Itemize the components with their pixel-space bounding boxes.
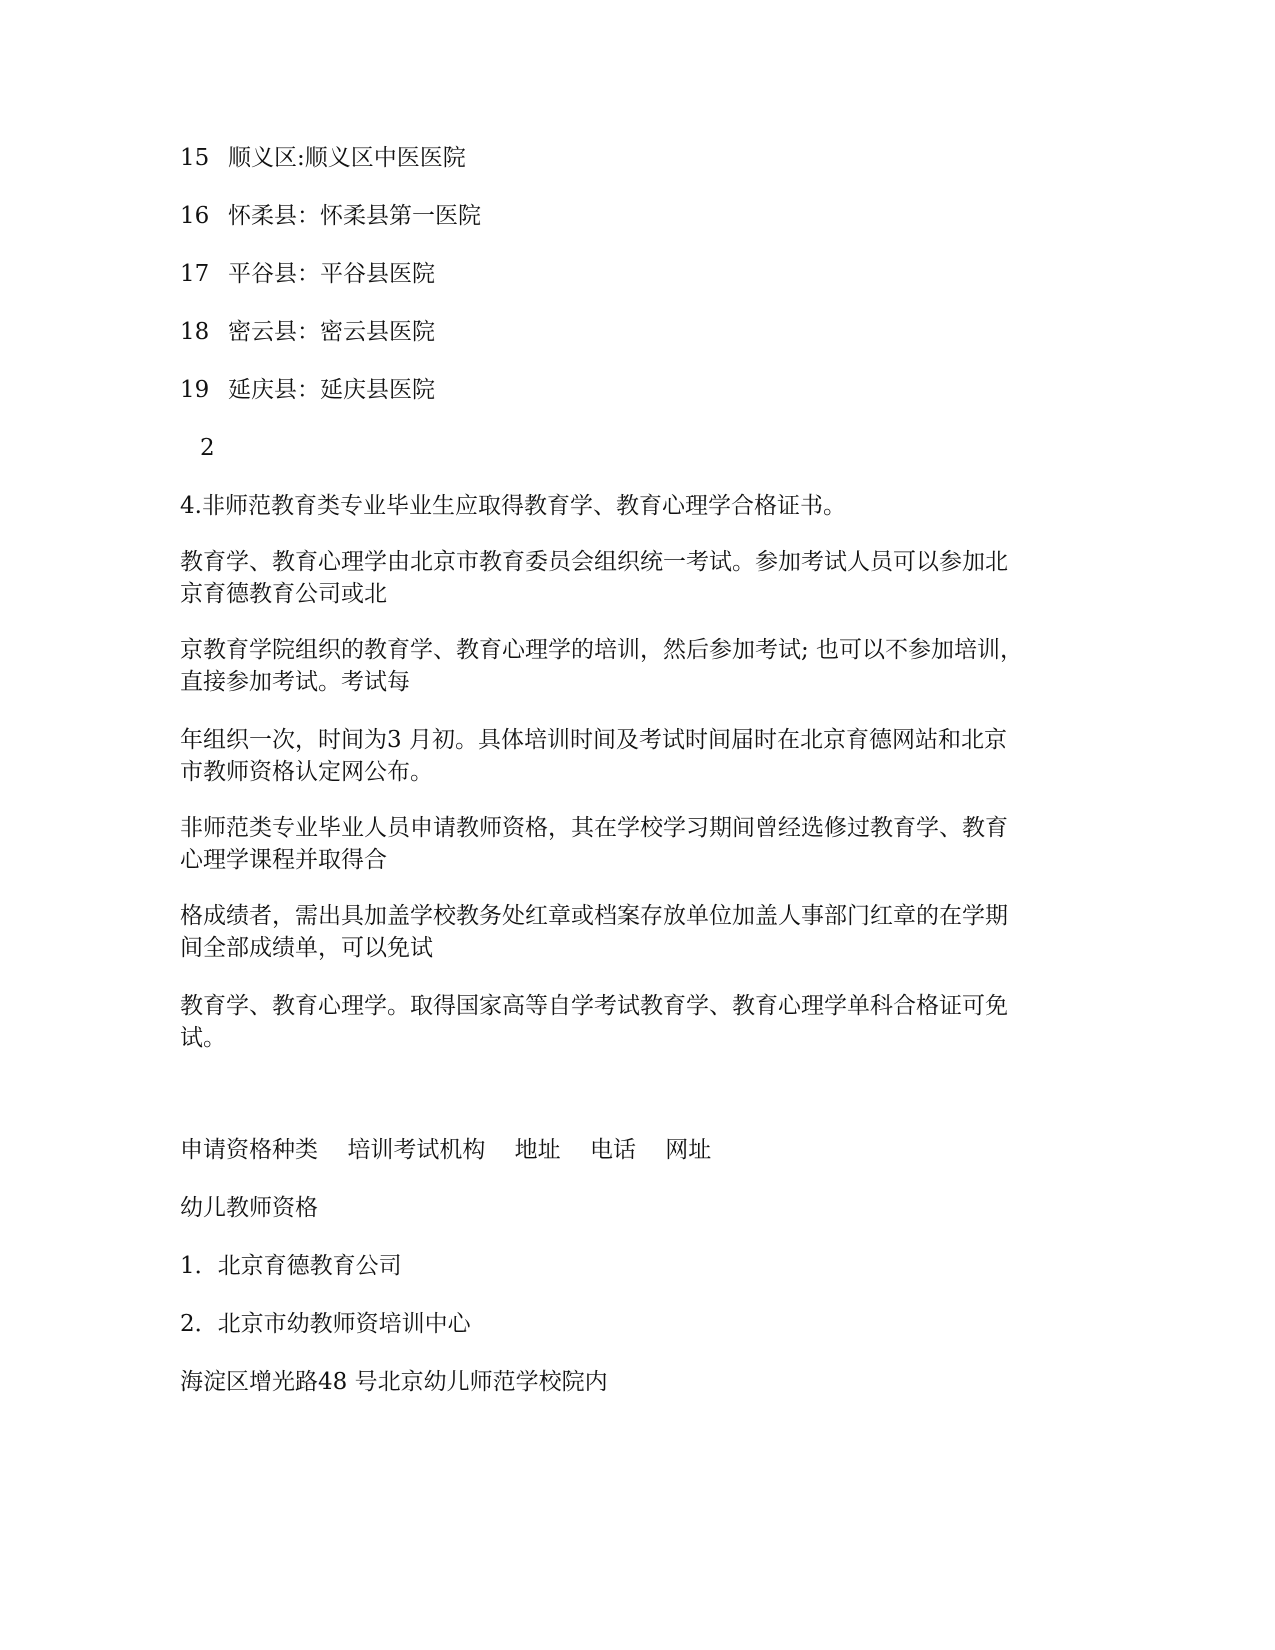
- section-heading: 4.非师范教育类专业毕业生应取得教育学、教育心理学合格证书。: [180, 493, 846, 519]
- page-number: 2: [200, 435, 215, 461]
- item-text: 密云县：密云县医院: [228, 319, 435, 345]
- paragraph: [180, 900, 1040, 964]
- hospital-list-item: [180, 200, 1040, 232]
- paragraph: [180, 634, 1040, 698]
- header-cell-phone: 电话: [589, 1137, 636, 1163]
- paragraph-line: 直接参加考试。考试每: [180, 669, 410, 695]
- paragraph-line: 年组织一次，时间为3 月初。具体培训时间及考试时间届时在北京育德网站和北京: [180, 727, 1007, 753]
- item-text: 平谷县：平谷县医院: [228, 261, 435, 287]
- hospital-list-item: [180, 374, 1040, 406]
- table-header-row: [180, 1134, 1040, 1166]
- paragraph: [180, 990, 1040, 1054]
- paragraph-line: 试。: [180, 1025, 226, 1051]
- paragraph-line: 京育德教育公司或北: [180, 581, 387, 607]
- paragraph-line: 市教师资格认定网公布。: [180, 759, 433, 785]
- paragraph: [180, 724, 1040, 788]
- header-cell-category: 申请资格种类: [180, 1137, 318, 1163]
- paragraph-line: 教育学、教育心理学由北京市教育委员会组织统一考试。参加考试人员可以参加北: [180, 549, 1008, 575]
- item-text: 怀柔县：怀柔县第一医院: [228, 203, 481, 229]
- item-number: 15: [180, 145, 210, 171]
- paragraph: [180, 812, 1040, 876]
- item-text: 延庆县：延庆县医院: [228, 377, 435, 403]
- institution-item: 2．北京市幼教师资培训中心: [180, 1311, 471, 1337]
- category-label: 幼儿教师资格: [180, 1195, 318, 1221]
- address-text: 海淀区增光路48 号北京幼儿师范学校院内: [180, 1369, 608, 1395]
- paragraph: [180, 546, 1040, 610]
- paragraph-line: 教育学、教育心理学。取得国家高等自学考试教育学、教育心理学单科合格证可免: [180, 993, 1008, 1019]
- hospital-list-item: [180, 142, 1040, 174]
- item-number: 17: [180, 261, 210, 287]
- item-number: 16: [180, 203, 210, 229]
- paragraph-line: 心理学课程并取得合: [180, 847, 387, 873]
- header-cell-website: 网址: [665, 1137, 712, 1163]
- paragraph-line: 京教育学院组织的教育学、教育心理学的培训，然后参加考试; 也可以不参加培训，: [180, 637, 1024, 663]
- item-text: 顺义区:顺义区中医医院: [228, 145, 466, 171]
- institution-item: 1．北京育德教育公司: [180, 1253, 402, 1279]
- item-number: 19: [180, 377, 210, 403]
- header-cell-institution: 培训考试机构: [347, 1137, 486, 1163]
- hospital-list-item: [180, 316, 1040, 348]
- header-cell-address: 地址: [514, 1137, 561, 1163]
- paragraph-line: 间全部成绩单，可以免试: [180, 935, 433, 961]
- hospital-list-item: [180, 258, 1040, 290]
- paragraph-line: 非师范类专业毕业人员申请教师资格，其在学校学习期间曾经选修过教育学、教育: [180, 815, 1008, 841]
- item-number: 18: [180, 319, 210, 345]
- paragraph-line: 格成绩者，需出具加盖学校教务处红章或档案存放单位加盖人事部门红章的在学期: [180, 903, 1008, 929]
